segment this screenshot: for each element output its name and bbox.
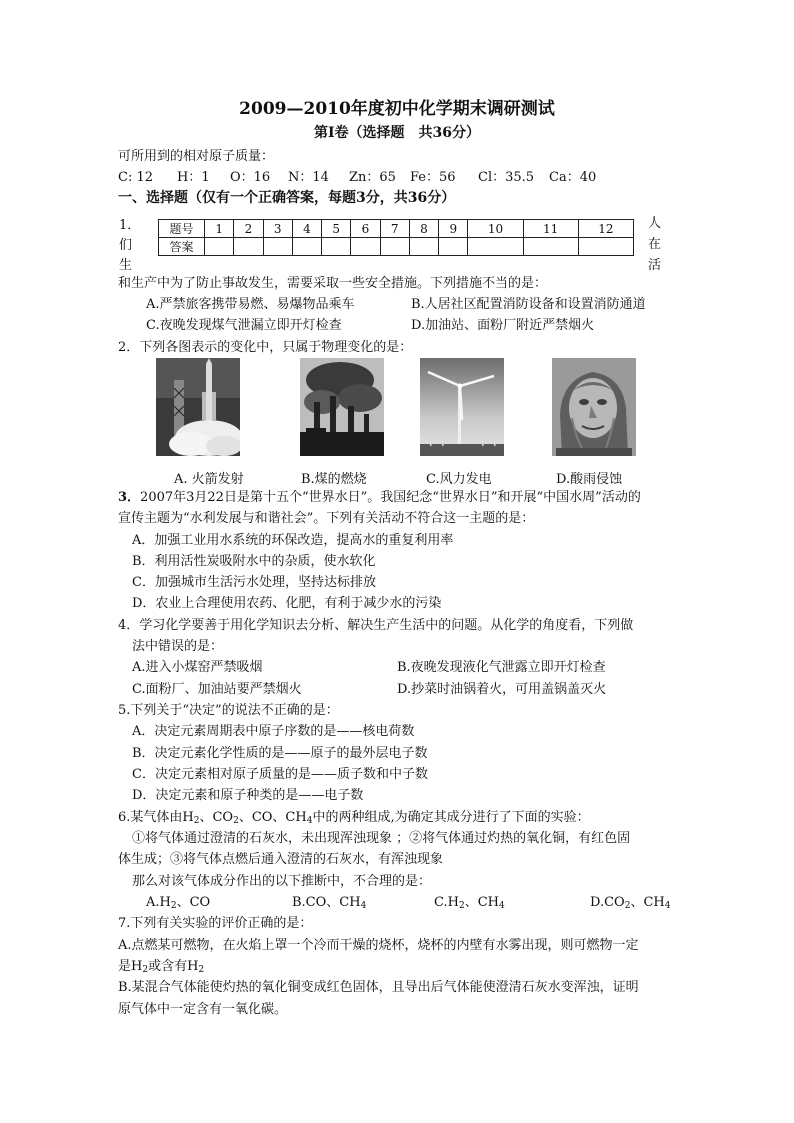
q2-caption-c: C.风力发电 [426, 472, 492, 487]
acid-rain-statue-image [552, 358, 636, 456]
q4-line-1: 4．学习化学要善于用化学知识去分析、解决生产生活中的问题。从化学的角度看，下列做 [118, 618, 634, 633]
q4-option-c: C.面粉厂、加油站要严禁烟火 [132, 682, 302, 697]
atomic-mass-fe: Fe：56 [410, 170, 456, 185]
q1-option-a: A.严禁旅客携带易燃、易爆物品乘车 [146, 297, 355, 312]
q5-option-d: D．决定元素和原子种类的是——电子数 [132, 788, 364, 803]
answer-cell[interactable] [578, 238, 633, 256]
q2-caption-b: B.煤的燃烧 [301, 472, 367, 487]
q3-line-1 [118, 491, 641, 504]
q7-option-a-line-1: A.点燃某可燃物，在火焰上罩一个冷而干燥的烧杯，烧杯的内壁有水雾出现，则可燃物一定 [118, 938, 639, 953]
table-cell: 5 [322, 220, 351, 238]
atomic-mass-o: O：16 [230, 170, 271, 185]
q1-stem: 和生产中为了防止事故发生，需要采取一些安全措施。下列措施不当的是： [118, 276, 548, 291]
wind-turbine-image [420, 358, 504, 456]
q6-stem-text: 中的两种组成,为确定其成分进行了下面的实验： [312, 810, 590, 825]
q6-option-a-text: A.H [146, 895, 171, 910]
table-cell: 7 [380, 220, 409, 238]
q6-option-b-text: B.CO、CH [292, 895, 361, 910]
q6-option-c [434, 896, 505, 911]
q6-line-4: 那么对该气体成分作出的以下推断中，不合理的是： [132, 874, 432, 889]
q6-stem-text: 、CO、CH [238, 810, 307, 825]
q4-option-b: B.夜晚发现液化气泄露立即开灯检查 [397, 660, 606, 675]
subscript: 2 [142, 965, 149, 975]
q2-stem: 2．下列各图表示的变化中，只属于物理变化的是： [118, 340, 413, 355]
table-cell: 8 [409, 220, 438, 238]
table-cell: 4 [292, 220, 321, 238]
q6-option-d-text: 、CH [630, 895, 665, 910]
table-cell: 9 [439, 220, 468, 238]
q4-option-d: D.抄菜时油锅着火，可用盖锅盖灭火 [397, 682, 607, 697]
q1-option-c: C.夜晚发现煤气泄漏立即开灯检查 [146, 318, 342, 333]
table-row [159, 238, 634, 256]
q3-number: 3． [118, 490, 141, 505]
table-cell: 3 [263, 220, 292, 238]
section-subtitle: 第Ⅰ卷（选择题 共36分） [313, 125, 481, 141]
subscript: 2 [233, 816, 239, 826]
answer-cell[interactable] [322, 238, 351, 256]
q3-option-d: D．农业上合理使用农药、化肥，有利于减少水的污染 [132, 596, 442, 611]
q6-option-c-text: 、CH [464, 895, 499, 910]
q5-option-a: A．决定元素周期表中原子序数的是——核电荷数 [132, 724, 415, 739]
subscript: 4 [360, 901, 367, 911]
q7-option-a-line-2 [118, 960, 204, 975]
subscript: 4 [664, 901, 671, 911]
table-cell: 12 [578, 220, 633, 238]
q6-option-b [292, 896, 366, 911]
answer-cell[interactable] [205, 238, 234, 256]
table-cell: 2 [234, 220, 263, 238]
q6-option-d [590, 896, 670, 911]
q6-option-a-text: 、CO [176, 895, 211, 910]
row-label-answer: 答案 [159, 238, 205, 256]
q7-option-a-text: 是H [118, 959, 143, 974]
answer-table [158, 219, 634, 256]
subscript: 2 [198, 965, 205, 975]
q6-stem-text: 、CO [199, 810, 234, 825]
q6-stem [118, 811, 590, 826]
q2-caption-a: A. 火箭发射 [174, 472, 244, 487]
answer-cell[interactable] [523, 238, 578, 256]
table-row [159, 220, 634, 238]
q6-option-a [146, 896, 210, 911]
q6-stem-text: 6.某气体由H [118, 810, 194, 825]
q5-stem: 5.下列关于“决定”的说法不正确的是： [118, 703, 339, 718]
q7-option-b-line-1: B.某混合气体能使灼热的氧化铜变成红色固体，且导出后气体能使澄清石灰水变浑浊，证明 [118, 980, 639, 995]
page-title: 2009—2010年度初中化学期末调研测试 [239, 99, 555, 119]
q1-left-char-1: 1． [119, 218, 141, 233]
q1-right-char-3: 活 [648, 258, 662, 273]
atomic-mass-c: C: 12 [118, 170, 154, 185]
subscript: 4 [306, 816, 313, 826]
q7-option-a-text: 或含有H [148, 959, 199, 974]
answer-cell[interactable] [439, 238, 468, 256]
q5-option-b: B．决定元素化学性质的是——原子的最外层电子数 [132, 746, 428, 761]
atomic-mass-h: H：1 [177, 170, 210, 185]
atomic-mass-cl: Cl：35.5 [478, 170, 535, 185]
q7-option-b-line-2: 原气体中一定含有一氧化碳。 [118, 1002, 288, 1017]
subscript: 4 [498, 901, 505, 911]
atomic-mass-zn: Zn：65 [349, 170, 396, 185]
answer-cell[interactable] [409, 238, 438, 256]
subscript: 2 [170, 901, 177, 911]
q2-caption-d: D.酸雨侵蚀 [556, 472, 623, 487]
q7-stem: 7.下列有关实验的评价正确的是： [118, 916, 313, 931]
q1-right-char-2: 在 [648, 237, 662, 252]
q1-left-char-3: 生 [119, 258, 133, 273]
table-cell: 11 [523, 220, 578, 238]
answer-cell[interactable] [234, 238, 263, 256]
answer-cell[interactable] [351, 238, 380, 256]
q5-option-c: C．决定元素相对原子质量的是——质子数和中子数 [132, 767, 428, 782]
rocket-launch-image [156, 358, 240, 456]
atomic-mass-ca: Ca：40 [549, 170, 597, 185]
answer-cell[interactable] [263, 238, 292, 256]
section-heading: 一、选择题（仅有一个正确答案，每题3分，共36分） [118, 190, 456, 206]
q3-line-2: 宣传主题为“水利发展与和谐社会”。下列有关活动不符合这一主题的是： [118, 511, 535, 526]
q1-option-b: B.人居社区配置消防设备和设置消防通道 [411, 297, 646, 312]
q4-line-2: 法中错误的是： [132, 639, 224, 654]
row-label-number: 题号 [159, 220, 205, 238]
table-cell: 6 [351, 220, 380, 238]
q6-line-2: ①将气体通过澄清的石灰水，未出现浑浊现象 ；②将气体通过灼热的氧化铜，有红色固 [132, 831, 631, 846]
q3-line-1-text: 2007年3月22日是第十五个“世界水日”。我国纪念“世界水日”和开展“中国水周”活动的 [140, 490, 641, 505]
q4-option-a: A.进入小煤窑严禁吸烟 [132, 660, 263, 675]
q3-option-b: B．利用活性炭吸附水中的杂质，使水软化 [132, 554, 376, 569]
answer-cell[interactable] [292, 238, 321, 256]
q3-option-a: A．加强工业用水系统的环保改造，提高水的重复利用率 [132, 533, 454, 548]
atomic-mass-label: 可所用到的相对原子质量： [118, 149, 275, 164]
q1-left-char-2: 们 [119, 238, 133, 253]
coal-burning-image [300, 358, 384, 456]
table-cell: 1 [205, 220, 234, 238]
q6-line-3: 体生成；③将气体点燃后通入澄清的石灰水，有浑浊现象 [118, 852, 444, 867]
atomic-mass-n: N：14 [288, 170, 329, 185]
q6-option-c-text: C.H [434, 895, 459, 910]
q1-option-d: D.加油站、面粉厂附近严禁烟火 [411, 318, 595, 333]
answer-cell[interactable] [468, 238, 523, 256]
q3-option-c: C．加强城市生活污水处理，坚持达标排放 [132, 575, 376, 590]
subscript: 2 [458, 901, 465, 911]
q6-option-d-text: D.CO [590, 895, 625, 910]
subscript: 2 [193, 816, 200, 826]
subscript: 2 [624, 901, 631, 911]
q1-right-char-1: 人 [648, 216, 662, 231]
answer-cell[interactable] [380, 238, 409, 256]
table-cell: 10 [468, 220, 523, 238]
